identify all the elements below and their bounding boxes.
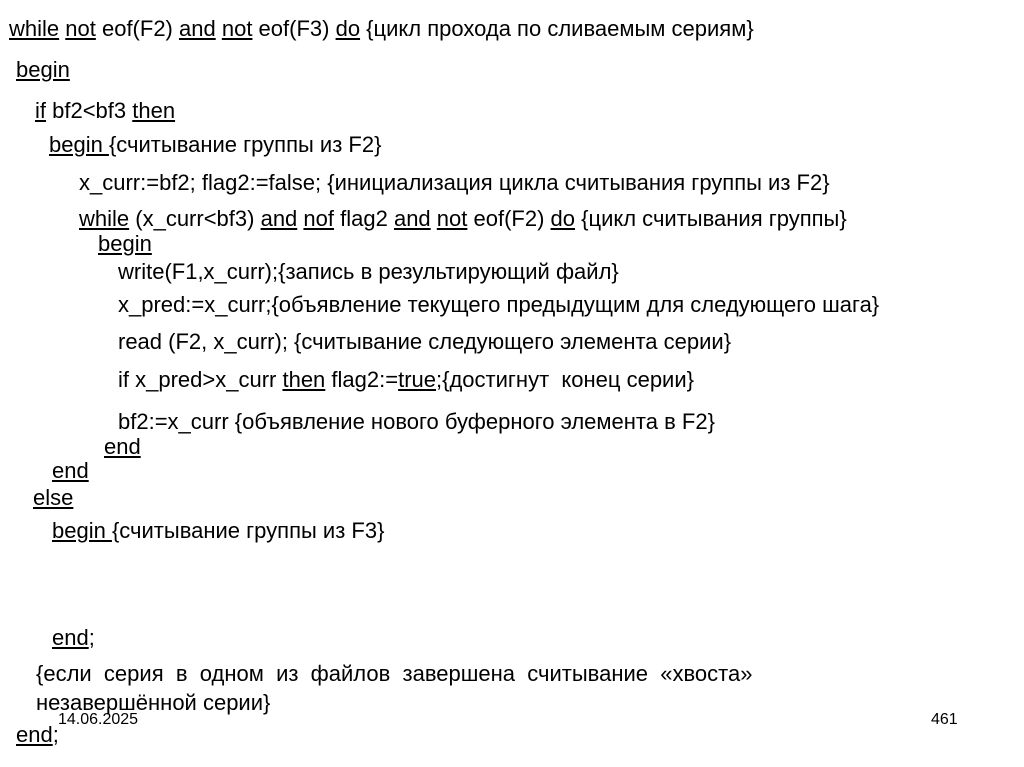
code-line-18 [36, 661, 752, 687]
keyword-do: do [550, 206, 576, 231]
page-number: 461 [931, 711, 958, 728]
code-text: x_pred:=x_curr;{объявление текущего предыдущим для следующего шага} [118, 292, 880, 317]
keyword-begin: begin [52, 518, 112, 543]
keyword-if: if [35, 98, 46, 123]
code-line-20 [16, 722, 59, 748]
keyword-end: end [52, 458, 89, 483]
keyword-then: then [132, 98, 176, 123]
keyword-while: while [9, 16, 60, 41]
code-line-10 [118, 329, 731, 355]
keyword-end: end [52, 625, 89, 650]
code-text: x_curr:=bf2; flag2:=false; {инициализация цикла считывания группы из F2} [79, 170, 830, 195]
code-line-9 [118, 292, 879, 318]
code-line-3 [35, 98, 175, 124]
code-line-15 [33, 485, 73, 511]
code-text: (x_curr<bf3) [129, 206, 261, 231]
keyword-then: then [282, 367, 326, 392]
code-line-7 [98, 231, 152, 257]
keyword-while: while [79, 206, 130, 231]
keyword-not: not [221, 16, 253, 41]
keyword-true: true [398, 367, 436, 392]
footer-date: 14.06.2025 [58, 711, 139, 728]
keyword-begin: begin [49, 132, 109, 157]
keyword-nof: nof [303, 206, 335, 231]
code-comment: {цикл прохода по сливаемым сериям} [360, 16, 754, 41]
keyword-and: and [179, 16, 216, 41]
code-comment: ;{достигнут конец серии} [436, 367, 694, 392]
code-line-6 [79, 206, 847, 232]
code-text: bf2:=x_curr {объявление нового буферного элемента в F2} [118, 409, 715, 434]
code-line-16 [52, 518, 384, 544]
code-line-13 [104, 434, 141, 460]
keyword-end: end [16, 722, 53, 747]
code-comment: {если серия в одном из файлов завершена считывание «хвоста» [36, 661, 753, 686]
code-text: eof(F3) [252, 16, 336, 41]
keyword-and: and [393, 206, 431, 231]
keyword-do: do [335, 16, 361, 41]
code-line-2 [16, 57, 70, 83]
code-text: ; [88, 625, 95, 650]
keyword-not: not [65, 16, 96, 41]
keyword-begin: begin [16, 57, 70, 82]
code-line-12 [118, 409, 715, 435]
code-text: write(F1,x_curr);{запись в результирующий файл} [118, 259, 619, 284]
keyword-and: and [260, 206, 298, 231]
code-line-8 [118, 259, 619, 285]
code-line-1 [9, 16, 754, 42]
code-line-4 [49, 132, 381, 158]
code-line-14 [52, 458, 89, 484]
code-line-11 [118, 367, 694, 393]
code-text: eof(F2) [95, 16, 179, 41]
code-text: if x_pred>x_curr [118, 367, 283, 392]
keyword-end: end [104, 434, 141, 459]
keyword-not: not [436, 206, 468, 231]
code-comment: {считывание группы из F3} [111, 518, 385, 543]
code-text: bf2<bf3 [46, 98, 133, 123]
code-text: eof(F2) [467, 206, 551, 231]
code-line-17 [52, 625, 95, 651]
code-line-5 [79, 170, 830, 196]
keyword-else: else [33, 485, 74, 510]
code-comment: {цикл считывания группы} [575, 206, 847, 231]
code-text: flag2 [334, 206, 394, 231]
code-text: flag2:= [325, 367, 399, 392]
code-text: ; [52, 722, 59, 747]
code-comment: незавершённой серии} [36, 690, 271, 715]
code-text: read (F2, x_curr); {считывание следующего элемента серии} [118, 329, 732, 354]
code-comment: {считывание группы из F2} [108, 132, 382, 157]
keyword-begin: begin [98, 231, 152, 256]
